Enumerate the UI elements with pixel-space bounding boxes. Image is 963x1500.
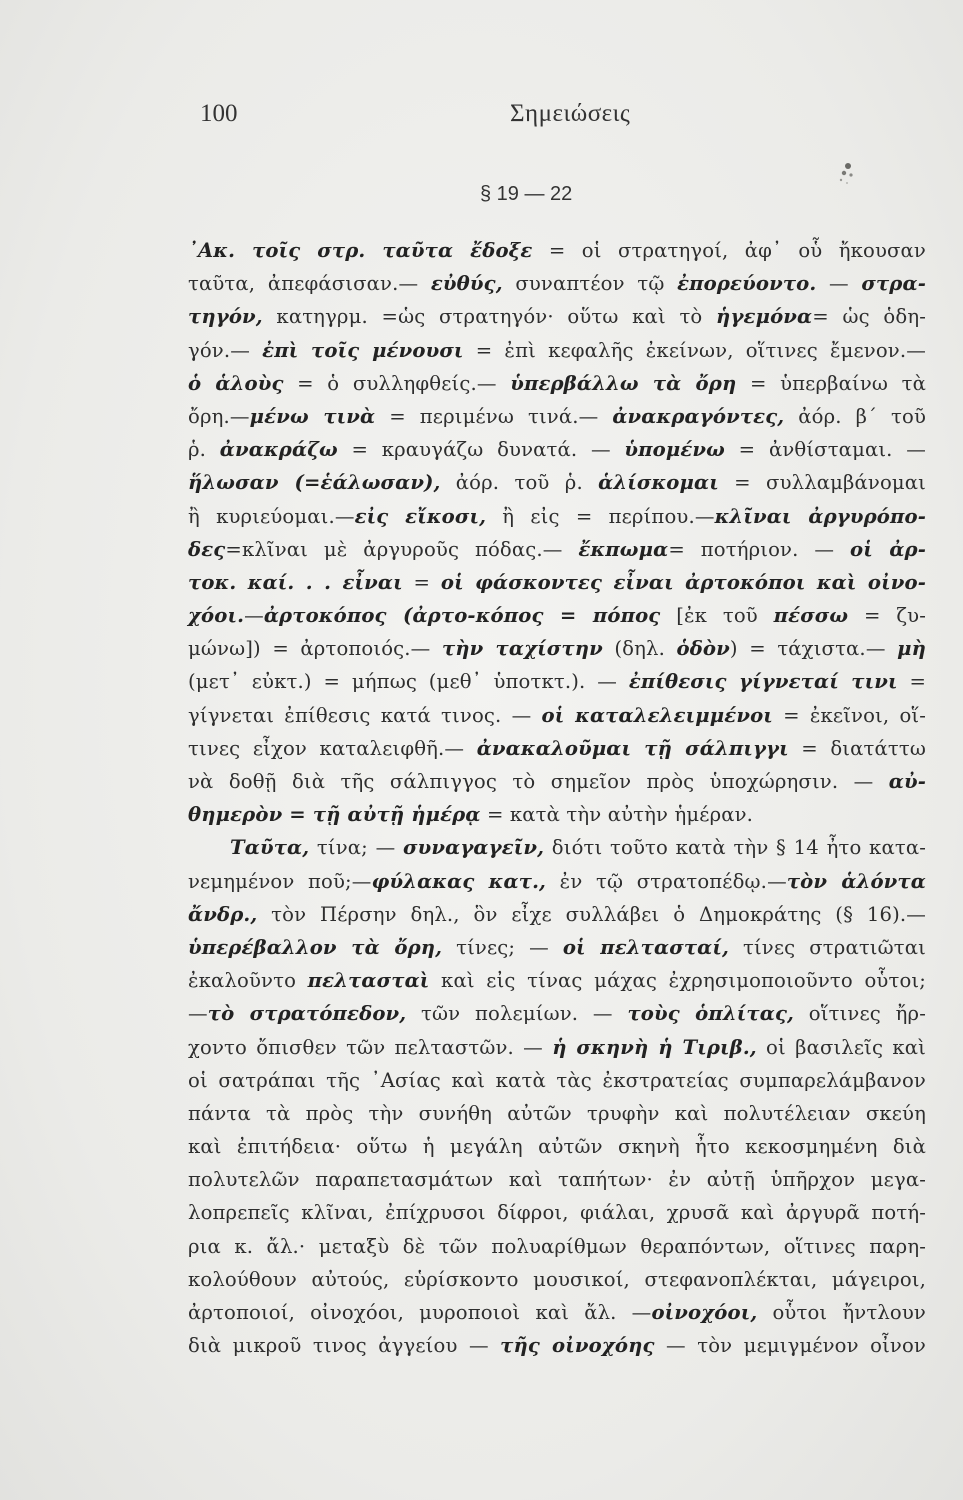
- lemma-term: ἄνδρ.,: [188, 902, 258, 926]
- gloss-text: οἱ σατράπαι τῆς ᾽Ασίας καὶ κατὰ τὰς ἐκστρατείας συμπαρελάμβανον: [188, 1068, 926, 1092]
- lemma-term: πέσσω: [773, 604, 849, 628]
- text-line: [188, 798, 926, 831]
- lemma-term: ἡ σκηνὴ ἡ Τιριβ.,: [552, 1035, 757, 1059]
- gloss-text: καὶ εἰς τίνας μάχας ἐχρησιμοποιοῦντο οὗτοι;: [429, 969, 926, 993]
- section-heading: § 19 — 22: [480, 183, 573, 205]
- lemma-term: οἱ πελτασταί,: [562, 935, 730, 959]
- gloss-text: οἱ βασιλεῖς καὶ: [756, 1035, 927, 1059]
- text-line: [188, 964, 926, 997]
- gloss-text: (μετ᾽ εὐκτ.) = μήπως (μεθ᾽ ὑποτκτ.). —: [188, 670, 629, 694]
- lemma-term: αὐ-: [888, 770, 926, 793]
- lemma-term: τῆς οἰνοχόης: [500, 1334, 655, 1358]
- gloss-text: νὰ δοθῇ διὰ τῆς σάλπιγγος τὸ σημεῖον πρὸς ὑποχώρησιν. —: [188, 770, 889, 793]
- gloss-text: τίνες στρατιῶται: [729, 935, 926, 959]
- text-line: [188, 367, 926, 400]
- gloss-text: = ποτήριον. —: [668, 537, 850, 561]
- gloss-text: διότι τοῦτο κατὰ τὴν § 14 ἦτο κατα-: [544, 836, 926, 860]
- lemma-term: πελτασταὶ: [307, 969, 430, 993]
- gloss-text: = ὑπερβαίνω τὰ: [736, 371, 926, 395]
- text-line: [188, 1163, 926, 1196]
- lemma-term: ὑπομένω: [624, 438, 725, 462]
- lemma-term: ἀνακράζω: [219, 438, 338, 462]
- text-line: [188, 898, 926, 931]
- text-line: [188, 1296, 926, 1329]
- gloss-text: ἀόρ. β΄ τοῦ: [784, 404, 927, 428]
- text-line: [188, 665, 926, 698]
- gloss-text: ἀόρ. τοῦ ῥ.: [440, 471, 599, 495]
- gloss-text: γόν.—: [188, 338, 263, 362]
- lemma-term: οἱ φάσκοντες εἶναι ἀρτοκόποι καὶ οἰνο-: [440, 570, 926, 594]
- gloss-text: =: [897, 670, 927, 694]
- page-number: 100: [200, 100, 238, 127]
- gloss-text: ρια κ. ἄλ.· μεταξὺ δὲ τῶν πολυαρίθμων θεραπόντων, οἵτινες παρη-: [188, 1234, 926, 1258]
- lemma-term: εὐθύς,: [430, 272, 503, 296]
- lemma-term: ἁλίσκομαι: [598, 471, 719, 495]
- lemma-term: χόοι.: [188, 604, 245, 628]
- gloss-text: —: [816, 272, 862, 296]
- running-head: [0, 100, 963, 140]
- lemma-term: στρα-: [861, 272, 926, 296]
- gloss-text: διὰ μικροῦ τινος ἀγγείου —: [188, 1334, 501, 1358]
- text-line: [188, 300, 926, 333]
- gloss-text: =: [402, 570, 441, 594]
- gloss-text: τῶν πολεμίων. —: [406, 1002, 628, 1026]
- gloss-text: (δηλ.: [602, 637, 677, 661]
- gloss-text: = κραυγάζω δυνατά. —: [337, 438, 625, 462]
- text-line: [188, 997, 926, 1030]
- lemma-term: ἀνακαλοῦμαι τῇ σάλπιγγι: [476, 736, 789, 760]
- text-line: [188, 566, 926, 599]
- gloss-text: πάντα τὰ πρὸς τὴν συνήθη αὐτῶν τρυφὴν καὶ πολυτέλειαν σκεύη: [188, 1101, 926, 1125]
- gloss-text: = ἐκεῖνοι, οἵ-: [772, 703, 926, 727]
- lemma-term: οἰνοχόοι,: [651, 1301, 758, 1324]
- gloss-text: χοντο ὄπισθεν τῶν πελταστῶν. —: [188, 1035, 553, 1059]
- lemma-term: Ταῦτα,: [230, 836, 310, 860]
- gloss-text: = οἱ στρατηγοί, ἀφ᾽ οὗ ἤκουσαν: [532, 239, 926, 262]
- gloss-text: κολούθουν αὐτούς, εὑρίσκοντο μουσικοί, στεφανοπλέκται, μάγειροι,: [188, 1267, 926, 1291]
- gloss-text: γίγνεται ἐπίθεσις κατά τινος. —: [188, 703, 542, 727]
- gloss-text: ἢ εἰς = περίπου.—: [486, 504, 715, 528]
- text-line: [188, 732, 926, 765]
- gloss-text: ἐν τῷ στρατοπέδῳ.—: [546, 869, 787, 893]
- text-line: [188, 466, 926, 499]
- gloss-text: ἢ κυριεύομαι.—: [188, 504, 355, 528]
- gloss-text: = περιμένω τινά.—: [375, 404, 613, 428]
- gloss-text: ὄρη.—: [188, 404, 250, 428]
- text-line: [188, 267, 926, 300]
- text-line: [188, 831, 926, 864]
- lemma-term: ἐπορεύοντο.: [677, 272, 817, 296]
- gloss-text: συναπτέον τῷ: [502, 272, 678, 296]
- lemma-term: ᾽Ακ. τοῖς στρ. ταῦτα ἔδοξε: [188, 239, 533, 262]
- lemma-term: οἱ ἀρ-: [850, 537, 927, 561]
- lemma-term: τηγόν,: [188, 305, 263, 329]
- text-line: [188, 1230, 926, 1263]
- text-line: [188, 1196, 926, 1229]
- gloss-text: = ἀνθίσταμαι. —: [724, 438, 926, 462]
- lemma-term: τὸν ἁλόντα: [786, 869, 926, 893]
- text-line: [188, 234, 926, 267]
- gloss-text: = ζυ-: [848, 604, 926, 628]
- gloss-text: ῥ.: [188, 438, 220, 462]
- gloss-text: ἀρτοποιοί, οἰνοχόοι, μυροποιοὶ καὶ ἄλ. —: [188, 1301, 652, 1324]
- lemma-term: ἐπίθεσις γίγνεταί τινι: [628, 670, 898, 694]
- text-line: [188, 1031, 926, 1064]
- lemma-term: ἐπὶ τοῖς μένουσι: [262, 338, 464, 362]
- lemma-term: οἱ καταλελειμμένοι: [541, 703, 773, 727]
- lemma-term: ἡγεμόνα: [716, 305, 813, 329]
- text-line: [188, 1329, 926, 1362]
- gloss-text: τινες εἶχον καταλειφθῆ.—: [188, 736, 477, 760]
- ink-blot-mark: [836, 158, 858, 188]
- gloss-text: λοπρεπεῖς κλῖναι, ἐπίχρυσοι δίφροι, φιάλαι, χρυσᾶ καὶ ἀργυρᾶ ποτή-: [188, 1201, 926, 1225]
- notes-body: [188, 234, 926, 1362]
- text-line: [188, 1130, 926, 1163]
- gloss-text: πολυτελῶν παραπετασμάτων καὶ ταπήτων· ἐν αὐτῇ ὑπῆρχον μεγα-: [188, 1168, 926, 1192]
- gloss-text: = συλλαμβάνομαι: [718, 471, 926, 495]
- gloss-text: — τὸν μεμιγμένον οἶνον: [654, 1334, 926, 1358]
- gloss-text: καὶ ἐπιτήδεια· οὕτω ἡ μεγάλη αὐτῶν σκηνὴ ἦτο κεκοσμημένη διὰ: [188, 1135, 926, 1159]
- gloss-text: [ἐκ τοῦ: [660, 604, 774, 628]
- text-line: [188, 865, 926, 898]
- gloss-text: ταῦτα, ἀπεφάσισαν.—: [188, 272, 431, 296]
- lemma-term: δες: [188, 537, 226, 561]
- lemma-term: θημερὸν = τῇ αὐτῇ ἡμέρᾳ: [188, 803, 481, 827]
- text-line: [188, 1064, 926, 1097]
- gloss-text: ἐκαλοῦντο: [188, 969, 308, 993]
- lemma-term: ἔκπωμα: [578, 537, 669, 561]
- text-line: [188, 1097, 926, 1130]
- running-title: Σημειώσεις: [510, 100, 631, 127]
- lemma-term: ἥλωσαν (=ἑάλωσαν),: [188, 471, 441, 495]
- gloss-text: οὗτοι ἤντλουν: [757, 1301, 926, 1324]
- lemma-term: μὴ: [897, 637, 926, 661]
- lemma-term: τοκ. καί. . . εἶναι: [188, 570, 403, 594]
- lemma-term: ὑπερβάλλω τὰ ὄρη: [510, 371, 737, 395]
- lemma-term: τὸ στρατόπεδον,: [207, 1002, 407, 1026]
- text-line: [188, 1263, 926, 1296]
- text-line: [188, 433, 926, 466]
- lemma-term: ἀνακραγόντες,: [612, 404, 785, 428]
- lemma-term: τοὺς ὁπλίτας,: [627, 1002, 795, 1026]
- gloss-text: νεμημένον ποῦ;—: [188, 869, 372, 893]
- gloss-text: = κατὰ τὴν αὐτὴν ἡμέραν.: [480, 803, 754, 827]
- text-line: [188, 699, 926, 732]
- gloss-text: = ἐπὶ κεφαλῆς ἐκείνων, οἵτινες ἔμενον.—: [463, 338, 926, 362]
- lemma-term: μένω τινὰ: [249, 404, 376, 428]
- gloss-text: —: [244, 604, 264, 628]
- gloss-text: τίνα; —: [309, 836, 404, 860]
- text-line: [188, 400, 926, 433]
- gloss-text: = διατάττω: [788, 736, 927, 760]
- gloss-text: =κλῖναι μὲ ἀργυροῦς πόδας.—: [225, 537, 579, 561]
- gloss-text: = ὁ συλληφθείς.—: [283, 371, 511, 395]
- gloss-text: τίνες; —: [442, 935, 563, 959]
- lemma-term: ὑπερέβαλλον τὰ ὄρη,: [188, 935, 443, 959]
- text-line: [188, 334, 926, 367]
- lemma-term: ἀρτοκόπος (ἀρτο-κόπος = πόπος: [263, 604, 661, 628]
- text-line: [188, 931, 926, 964]
- gloss-text: οἵτινες ἤρ-: [794, 1002, 926, 1026]
- gloss-text: = ὡς ὁδη-: [812, 305, 926, 329]
- text-line: [188, 533, 926, 566]
- lemma-term: τὴν ταχίστην: [441, 637, 603, 661]
- text-line: [188, 500, 926, 533]
- lemma-term: εἰς εἴκοσι,: [354, 504, 487, 528]
- gloss-text: κατηγρμ. =ὡς στρατηγόν· οὕτω καὶ τὸ: [262, 305, 717, 329]
- gloss-text: —: [188, 1002, 208, 1026]
- text-line: [188, 632, 926, 665]
- lemma-term: φύλακας κατ.,: [371, 869, 547, 893]
- lemma-term: ὁδὸν: [676, 637, 730, 661]
- lemma-term: ὁ ἁλοὺς: [188, 371, 284, 395]
- gloss-text: τὸν Πέρσην δηλ., ὃν εἶχε συλλάβει ὁ Δημοκράτης (§ 16).—: [257, 902, 926, 926]
- lemma-term: κλῖναι ἀργυρόπο-: [714, 504, 926, 528]
- gloss-text: μώνω]) = ἀρτοποιός.—: [188, 637, 442, 661]
- text-line: [188, 599, 926, 632]
- lemma-term: συναγαγεῖν,: [403, 836, 545, 860]
- gloss-text: ) = τάχιστα.—: [729, 637, 898, 661]
- text-line: [188, 765, 926, 798]
